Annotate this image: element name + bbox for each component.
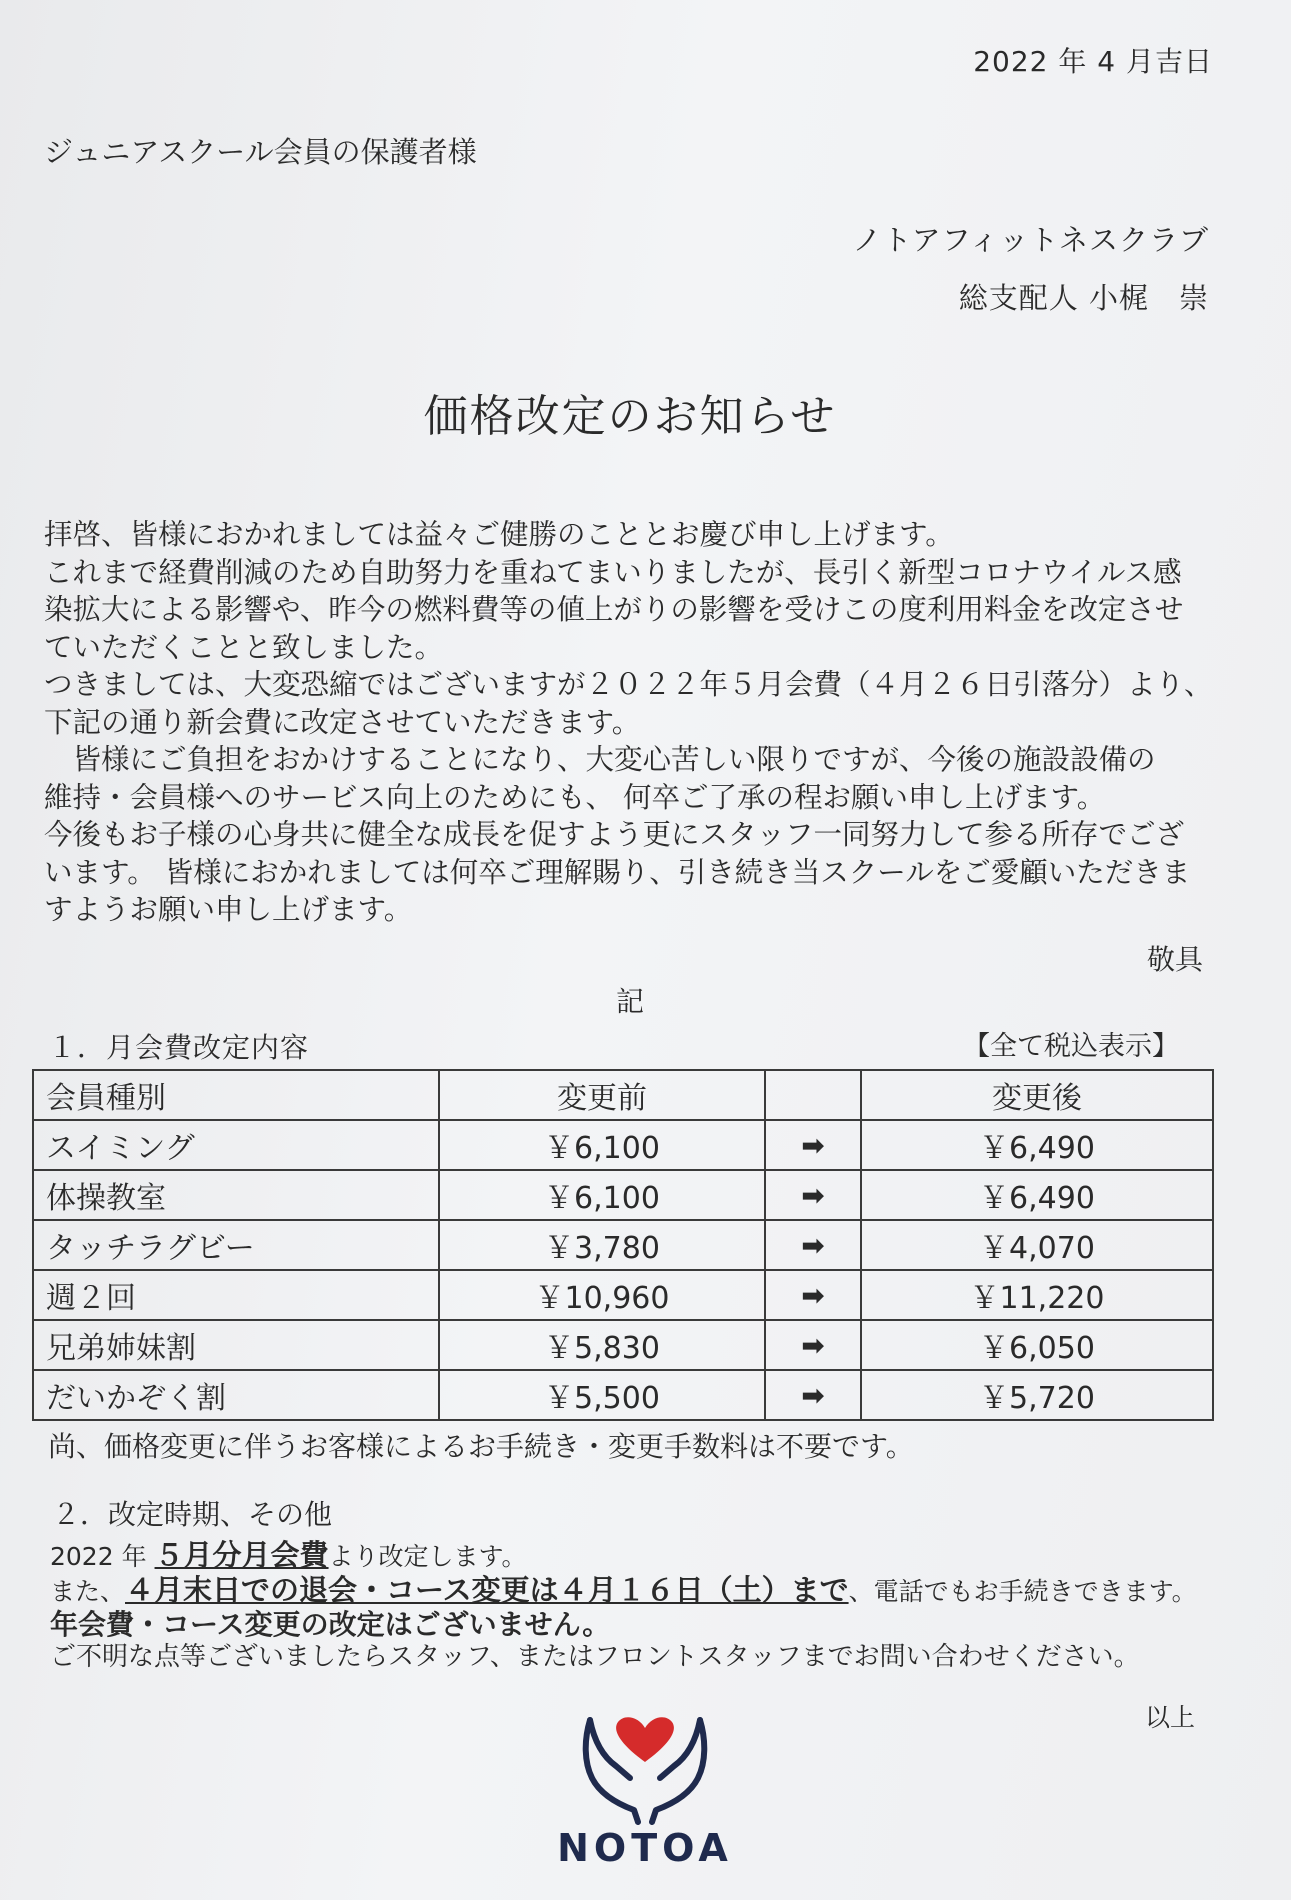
document-title: 価格改定のお知らせ [423, 391, 837, 442]
arrow-icon: ➡ [765, 1170, 861, 1220]
logo-wordmark: NOTOA [557, 1826, 733, 1870]
membership-type: 体操教室 [33, 1170, 439, 1220]
column-header-type: 会員種別 [33, 1070, 439, 1120]
tax-note: 【全て税込表示】 [963, 1031, 1179, 1062]
membership-type: 週２回 [33, 1270, 439, 1320]
deadline-suffix: 、電話でもお手続きできます。 [848, 1577, 1197, 1606]
membership-type: だいかぞく割 [33, 1370, 439, 1420]
arrow-icon: ➡ [765, 1370, 861, 1420]
arrow-icon: ➡ [765, 1120, 861, 1170]
body-line: 今後もお子様の心身共に健全な成長を促すよう更にスタッフ一同努力して参る所存でござ [44, 818, 1185, 851]
no-fee-note: 尚、価格変更に伴うお客様によるお手続き・変更手数料は不要です。 [48, 1430, 914, 1463]
price-after: ￥11,220 [861, 1270, 1213, 1320]
body-line: ていただくことと致しました。 [44, 630, 444, 664]
body-line: 維持・会員様へのサービス向上のためにも、 何卒ご了承の程お願い申し上げます。 [44, 780, 1106, 814]
price-after: ￥6,490 [861, 1120, 1213, 1170]
price-after: ￥6,490 [861, 1170, 1213, 1220]
section1-heading: １．月会費改定内容 [48, 1031, 310, 1064]
revision-month-emphasis: ５月分月会費 [154, 1538, 329, 1572]
ki-heading: 記 [616, 985, 645, 1018]
arrow-icon: ➡ [765, 1270, 861, 1320]
arrow-icon: ➡ [765, 1220, 861, 1270]
organization-name: ノトアフィットネスクラブ [852, 223, 1209, 257]
arrow-icon: ➡ [765, 1320, 861, 1370]
body-text [44, 516, 1224, 929]
document-date: 2022 年 4 月吉日 [973, 45, 1213, 78]
body-line: 染拡大による影響や、昨今の燃料費等の値上がりの影響を受けこの度利用料金を改定させ [44, 593, 1184, 626]
sender-name: 総支配人 小梶 崇 [958, 281, 1209, 315]
membership-type: タッチラグビー [33, 1220, 439, 1270]
column-header-before: 変更前 [439, 1070, 765, 1120]
membership-type: スイミング [33, 1120, 439, 1170]
fee-table [32, 1069, 1214, 1421]
body-line: 拝啓、皆様におかれましては益々ご健勝のこととお慶び申し上げます。 [44, 518, 954, 551]
membership-type: 兄弟姉妹割 [33, 1320, 439, 1370]
table-row [33, 1220, 1213, 1270]
body-line: すようお願い申し上げます。 [44, 893, 413, 926]
annual-fee-note: 年会費・コース変更の改定はございません。 [50, 1608, 611, 1641]
closing-keigu: 敬具 [1146, 943, 1203, 976]
table-row [33, 1120, 1213, 1170]
table-row [33, 1370, 1213, 1420]
price-after: ￥4,070 [861, 1220, 1213, 1270]
price-before: ￥3,780 [439, 1220, 765, 1270]
notoa-logo-icon [560, 1700, 730, 1825]
column-header-arrow [765, 1070, 861, 1120]
price-after: ￥6,050 [861, 1320, 1213, 1370]
section2-heading: ２．改定時期、その他 [52, 1498, 333, 1531]
body-line: 下記の通り新会費に改定させていただきます。 [44, 705, 641, 739]
body-line: 皆様にご負担をおかけすることになり、大変心苦しい限りですが、今後の施設設備の [44, 743, 1156, 776]
table-row [33, 1270, 1213, 1320]
revision-year: 2022 年 [50, 1542, 147, 1571]
price-after: ￥5,720 [861, 1370, 1213, 1420]
column-header-after: 変更後 [861, 1070, 1213, 1120]
revision-suffix: より改定します。 [328, 1542, 527, 1571]
price-before: ￥6,100 [439, 1170, 765, 1220]
price-before: ￥5,500 [439, 1370, 765, 1420]
deadline-prefix: また、 [50, 1577, 126, 1606]
table-row [33, 1170, 1213, 1220]
table-header-row [33, 1070, 1213, 1120]
heart-icon [616, 1717, 674, 1762]
contact-note: ご不明な点等ございましたらスタッフ、またはフロントスタッフまでお問い合わせください。 [50, 1642, 1140, 1672]
table-row [33, 1320, 1213, 1370]
price-before: ￥10,960 [439, 1270, 765, 1320]
price-before: ￥5,830 [439, 1320, 765, 1370]
price-before: ￥6,100 [439, 1120, 765, 1170]
recipient-line: ジュニアスクール会員の保護者様 [44, 135, 477, 169]
ijo-end-mark: 以上 [1144, 1703, 1195, 1732]
body-line: つきましては、大変恐縮ではございますが２０２２年５月会費（４月２６日引落分）より、 [44, 668, 1213, 701]
body-line: います。 皆様におかれましては何卒ご理解賜り、引き続き当スクールをご愛顧いただきま [44, 855, 1191, 889]
body-line: これまで経費削減のため自助努力を重ねてまいりましたが、長引く新型コロナウイルス感 [44, 555, 1182, 589]
deadline-emphasis: ４月末日での退会・コース変更は４月１６日（土）まで [125, 1573, 849, 1607]
